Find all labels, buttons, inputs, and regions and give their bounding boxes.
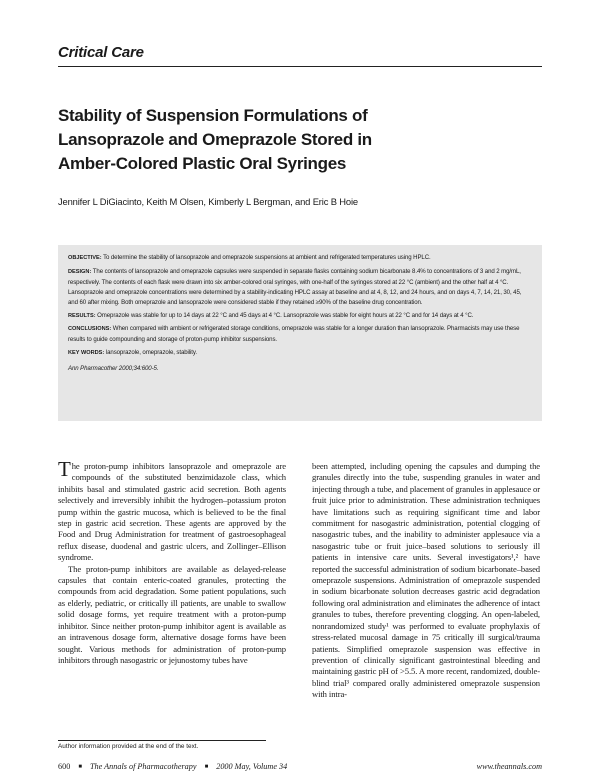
keywords-label: KEY WORDS: (68, 350, 105, 357)
body-column-left (58, 457, 286, 666)
paragraph-text: he proton-pump inhibitors lansoprazole and omeprazole are compounds of the substituted benzimidazole class, which inhibits basal and stimulated gastric acid secretion. Both agents selectively and irreversibly inhibit the hydrogen–potassium proton pump within the gastric mucosa, which is believed to be the final step in gastric acid secretion. These agents are approved by the Food and Drug Administration for treatment of gastroesophageal reflux disease, duodenal and gastric ulcers, and Zollinger–Ellison syndrome. (58, 461, 286, 563)
citation-text: Ann Pharmacother 2000;34:600-5. (68, 365, 159, 373)
author-list: Jennifer L DiGiacinto, Keith M Olsen, Kimberly L Bergman, and Eric B Hoie (58, 196, 358, 207)
design-label: DESIGN: (68, 268, 92, 275)
abstract-objective (68, 253, 532, 264)
conclusions-text: When compared with ambient or refrigerated storage conditions, omeprazole was stable for a longer duration than lansoprazole. Pharmacists may use these results to guide compounding and storage of proton-pump inhibitor suspensions. (68, 325, 520, 344)
objective-text: To determine the stability of lansoprazole and omeprazole suspensions at ambient and refrigerated temperatures using HPLC. (103, 254, 431, 261)
abstract-keywords (68, 348, 532, 359)
objective-label: OBJECTIVE: (68, 255, 102, 261)
separator-square-icon: ■ (204, 764, 209, 770)
body-paragraph (58, 457, 286, 564)
abstract-conclusions (68, 324, 532, 345)
title-line: Amber-Colored Plastic Oral Syringes (58, 154, 347, 173)
keywords-text: lansoprazole, omeprazole, stability. (105, 349, 197, 357)
body-paragraph: been attempted, including opening the capsules and dumping the granules directly into the tube, suspending granules in water and injecting through a tube, and placement of granules in applesauce or fruit juice prior to administration. These administration techniques have limitations such as requiring significant time and labor commitment for nasogastric administration, potential clogging of nasogastric tubes, and the inability to administer applesauce via a nasogastric tube or fruit juice–based solutions to seriously ill patients in intensive care units. Several investigators¹,² have reported the successful administration of sodium bicarbonate–based omeprazole suspensions. Administration of omeprazole suspended in sodium bicarbonate solution decreases gastric acid degradation following oral administration and eliminates the adherence of intact granules to tubes, therefore preventing clogging. An open-labeled, nonrandomized study¹ was performed to evaluate prophylaxis of stress-related mucosal damage in 75 critically ill surgical/trauma patients. Simplified omeprazole suspension was effective in prevention of clinically significant gastrointestinal bleeding and maintaining gastric pH of >5.5. A more recent, randomized, double-blind trial³ compared orally administered omeprazole suspension with intra- (312, 461, 540, 700)
article-title (58, 104, 518, 176)
results-text: Omeprazole was stable for up to 14 days at 22 °C and 45 days at 4 °C. Lansoprazole was stable for eight hours at 22 °C and for 14 days at 4 °C. (97, 311, 474, 319)
author-footnote: Author information provided at the end of the text. (58, 743, 199, 750)
title-line: Stability of Suspension Formulations of (58, 106, 368, 125)
body-column-right (312, 461, 540, 701)
results-label: RESULTS: (68, 312, 96, 319)
design-text: The contents of lansoprazole and omeprazole capsules were suspended in separate flasks containing sodium bicarbonate 8.4% to concentrations of 3 and 2 mg/mL, respectively. The contents of each flask were drawn into six amber-colored oral syringes, with one-half of the syringes stored at 22 °C (ambient) and the other half at 4 °C. Lansoprazole and omeprazole concentrations were determined by a stability-indicating HPLC assay at baseline and at 4, 8, 12, and 24 hours, and on days 4, 7, 14, 21, 30, 45, and 60 after mixing. Both omeprazole and lansoprazole were considered stable if they retained ≥90% of the baseline drug concentration. (68, 267, 522, 306)
conclusions-label: CONCLUSIONS: (68, 326, 112, 333)
header-rule (58, 66, 542, 67)
page-number: 600 (58, 762, 71, 771)
page-footer (58, 762, 542, 771)
section-label: Critical Care (58, 44, 144, 61)
separator-square-icon: ■ (78, 764, 82, 770)
issue-info: 2000 May, Volume 34 (216, 762, 288, 771)
abstract-results (68, 311, 532, 322)
journal-website: www.theannals.com (476, 762, 542, 771)
title-line: Lansoprazole and Omeprazole Stored in (58, 130, 372, 149)
footnote-rule (58, 740, 266, 741)
abstract-design (68, 267, 532, 308)
body-paragraph: The proton-pump inhibitors are available as delayed-release capsules that contain enteric-coated granules, protecting the compounds from acid degradation. Some patient populations, such as elderly, pediatric, or critically ill patients, are unable to swallow solid dosage forms, yet require treatment with a proton-pump inhibitor. Since neither proton-pump inhibitor agent is available as an intravenous dosage form, alternative dosage forms have been sought. Various methods for administration of proton-pump inhibitors through nasogastric or jejunostomy tubes have (58, 563, 286, 665)
drop-cap: T (58, 457, 71, 481)
abstract-box (58, 245, 542, 421)
journal-name: The Annals of Pharmacotherapy (90, 762, 197, 771)
abstract-citation (68, 364, 532, 374)
